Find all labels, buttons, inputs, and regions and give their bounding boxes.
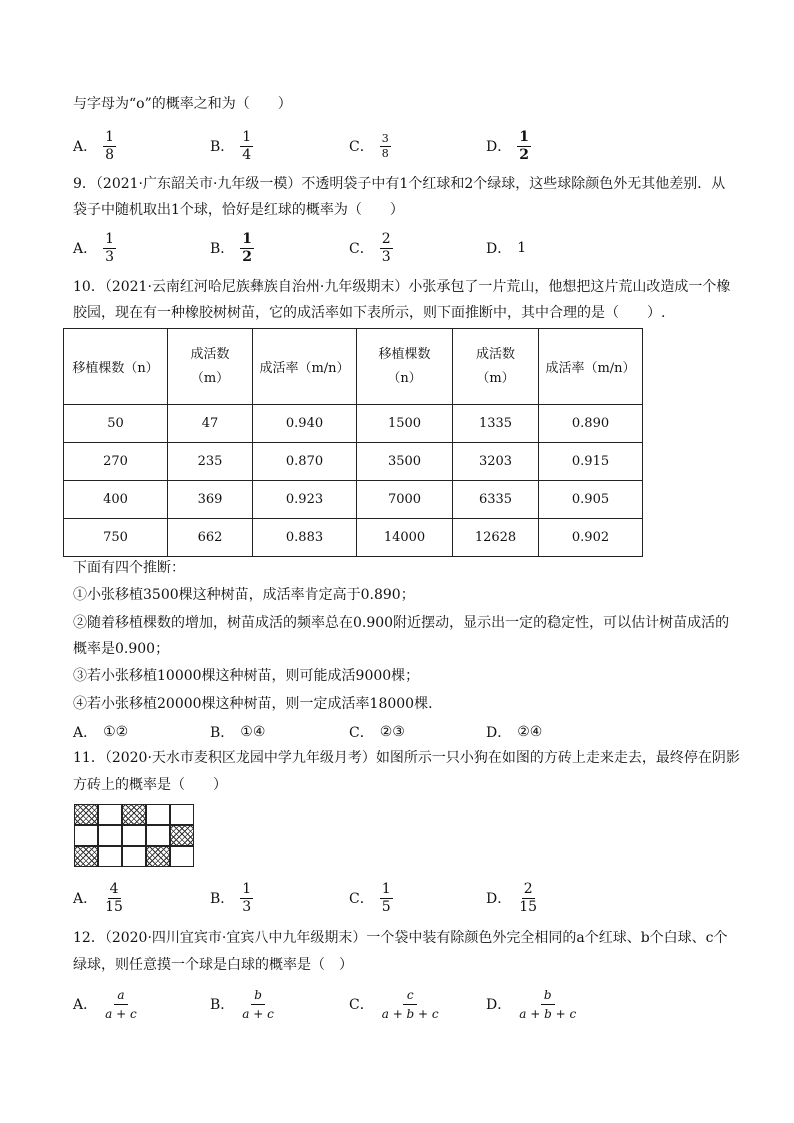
survival-rate-table	[63, 328, 643, 557]
table-row	[64, 519, 643, 557]
table-cell: 270	[64, 443, 168, 481]
q10-stem-line2: 胶园，现在有一种橡胶树树苗，它的成活率如下表所示，则下面推断中，其中合理的是（ ）.	[73, 305, 666, 321]
header-cell: 移植棵数（n）	[64, 329, 168, 405]
q12-option-a: A． $\frac{a}{a + c}$	[73, 987, 137, 1021]
table-cell: 3203	[453, 443, 539, 481]
q9-stem-line2: 袋子中随机取出1个球，恰好是红球的概率为（ ）	[73, 202, 404, 218]
table-cell: 369	[168, 481, 253, 519]
q10-statement-1: ①小张移植3500棵这种树苗，成活率肯定高于0.890；	[73, 587, 415, 603]
shaded-tile	[122, 804, 146, 825]
table-cell: 1335	[453, 405, 539, 443]
q9-option-b: B． $\frac{1}{2}$	[210, 230, 253, 265]
table-cell: 14000	[357, 519, 453, 557]
table-cell: 47	[168, 405, 253, 443]
q9-options	[73, 226, 733, 270]
tile	[146, 804, 170, 825]
shaded-tile	[74, 846, 98, 867]
q10-statement-4: ④若小张移植20000棵这种树苗，则一定成活率18000棵．	[73, 696, 443, 712]
q12-stem-line1: 12．（2020·四川宜宾市·宜宾八中九年级期末）一个袋中装有除颜色外完全相同的a个红球、b个白球、c个	[73, 930, 728, 946]
q10-option-c: C． ②③	[349, 724, 405, 741]
header-cell: 成活数 （m）	[453, 329, 539, 405]
q10-statement-2a: ②随着移植棵数的增加，树苗成活的频率总在0.900附近摆动，显示出一定的稳定性，可以估计树苗成活的	[73, 615, 730, 631]
q12-option-b: B． $\frac{b}{a + c}$	[210, 987, 274, 1021]
table-cell: 400	[64, 481, 168, 519]
tile	[170, 804, 194, 825]
tile	[122, 846, 146, 867]
q9-option-a: A． $\frac{1}{3}$	[73, 230, 115, 265]
tile	[170, 846, 194, 867]
shaded-tile	[146, 846, 170, 867]
table-row	[64, 481, 643, 519]
q8-option-c: C． $\frac{3}{8}$	[349, 131, 389, 160]
header-cell: 移植棵数 （n）	[357, 329, 453, 405]
table-cell: 0.915	[539, 443, 643, 481]
q11-option-d: D． $\frac{2}{15}$	[486, 880, 538, 915]
table-cell: 0.940	[253, 405, 357, 443]
q10-statement-3: ③若小张移植10000棵这种树苗，则可能成活9000棵；	[73, 668, 420, 684]
table-cell: 3500	[357, 443, 453, 481]
table-cell: 12628	[453, 519, 539, 557]
q11-option-b: B． $\frac{1}{3}$	[210, 880, 252, 915]
shaded-tile	[74, 804, 98, 825]
table-cell: 0.890	[539, 405, 643, 443]
table-cell: 7000	[357, 481, 453, 519]
table-row	[64, 443, 643, 481]
q8-options	[73, 124, 733, 168]
q10-statement-2b: 概率是0.900；	[73, 641, 170, 657]
table-cell: 662	[168, 519, 253, 557]
header-cell: 成活率（m/n）	[539, 329, 643, 405]
tile	[146, 825, 170, 846]
table-header-row	[64, 329, 643, 405]
table-cell: 6335	[453, 481, 539, 519]
table-cell: 235	[168, 443, 253, 481]
q11-options	[73, 876, 733, 920]
tile	[98, 804, 122, 825]
q12-stem-line2: 绿球，则任意摸一个球是白球的概率是（ ）	[73, 957, 353, 973]
q11-option-a: A． $\frac{4}{15}$	[73, 880, 123, 915]
q10-option-d: D． ②④	[486, 724, 543, 741]
q10-intro: 下面有四个推断：	[73, 560, 185, 576]
tile	[74, 825, 98, 846]
table-cell: 50	[64, 405, 168, 443]
q11-stem-line2: 方砖上的概率是（ ）	[73, 777, 227, 793]
tile	[98, 846, 122, 867]
q12-option-c: C． $\frac{c}{a + b + c}$	[349, 987, 439, 1021]
table-cell: 0.923	[253, 481, 357, 519]
table-cell: 1500	[357, 405, 453, 443]
header-cell: 成活率（m/n）	[253, 329, 357, 405]
table-cell: 0.905	[539, 481, 643, 519]
header-cell: 成活数 （m）	[168, 329, 253, 405]
tile	[122, 825, 146, 846]
q9-option-d: D． 1	[486, 240, 527, 257]
q11-option-c: C． $\frac{1}{5}$	[349, 880, 391, 915]
shaded-tile	[170, 825, 194, 846]
q9-option-c: C． $\frac{2}{3}$	[349, 230, 391, 265]
q10-option-b: B． ①④	[210, 724, 266, 741]
table-row	[64, 405, 643, 443]
q8-option-d: D． $\frac{1}{2}$	[486, 128, 529, 163]
q11-stem-line1: 11．（2020·天水市麦积区龙园中学九年级月考）如图所示一只小狗在如图的方砖上走来走去，最终停在阴影	[73, 750, 740, 766]
q12-options	[73, 982, 733, 1026]
table-cell: 0.883	[253, 519, 357, 557]
q8-stem: 与字母为“o”的概率之和为（ ）	[73, 96, 292, 112]
q10-option-a: A． ①②	[73, 724, 129, 741]
q12-option-d: D． $\frac{b}{a + b + c}$	[486, 987, 577, 1021]
table-cell: 0.870	[253, 443, 357, 481]
tile-floor-figure	[74, 804, 194, 867]
q8-option-b: B． $\frac{1}{4}$	[210, 128, 252, 163]
table-cell: 750	[64, 519, 168, 557]
tile	[98, 825, 122, 846]
q8-option-a: A． $\frac{1}{8}$	[73, 128, 115, 163]
q10-stem-line1: 10．（2021·云南红河哈尼族彝族自治州·九年级期末）小张承包了一片荒山，他想把这片荒山改造成一个橡	[73, 279, 731, 295]
q9-stem-line1: 9．（2021·广东韶关市·九年级一模）不透明袋子中有1个红球和2个绿球，这些球除颜色外无其他差别．从	[73, 176, 726, 192]
table-cell: 0.902	[539, 519, 643, 557]
